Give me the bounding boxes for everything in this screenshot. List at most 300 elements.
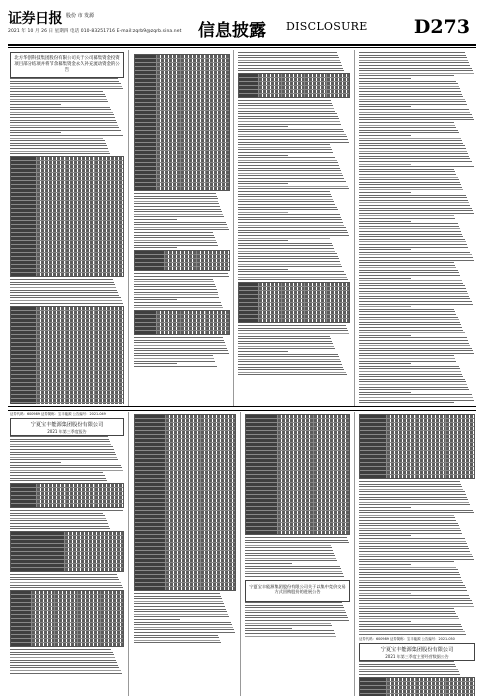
table-cell — [95, 217, 123, 220]
table-cell — [360, 459, 387, 462]
text-line — [359, 270, 458, 271]
table-cell — [11, 383, 37, 386]
table-cell — [206, 131, 229, 134]
text-line — [245, 573, 343, 574]
text-line — [359, 350, 473, 351]
table-cell — [166, 471, 201, 474]
text-line — [359, 138, 461, 139]
table-cell — [135, 431, 166, 434]
table-cell — [11, 631, 32, 634]
security-code-line: 证券代码：600989 证券简称：宝丰能源 公告编号：2021-050 — [359, 637, 455, 642]
text-line — [10, 83, 121, 84]
table-cell — [278, 527, 314, 530]
text-line — [245, 623, 331, 624]
text-line — [359, 166, 474, 167]
text-line — [245, 636, 336, 637]
text-line — [359, 543, 467, 544]
text-line — [359, 145, 465, 146]
table-cell — [65, 560, 123, 563]
table-cell — [66, 319, 95, 322]
table-cell — [101, 611, 123, 614]
table-cell — [278, 439, 314, 442]
text-line — [359, 187, 462, 188]
text-line — [359, 484, 461, 485]
table-cell — [246, 499, 278, 502]
table-cell — [95, 157, 123, 160]
table-cell — [201, 479, 235, 482]
text-line — [245, 617, 348, 618]
table-cell — [37, 351, 66, 354]
text-line — [359, 247, 468, 248]
table-cell — [95, 363, 123, 366]
text-line — [10, 135, 123, 136]
table-cell — [55, 643, 78, 646]
table-cell — [166, 511, 201, 514]
table-cell — [246, 439, 278, 442]
table-cell — [360, 451, 387, 454]
text-line — [10, 297, 121, 298]
text-line — [359, 327, 462, 328]
text-line — [245, 545, 331, 546]
table-cell — [37, 173, 66, 176]
table-cell — [11, 627, 32, 630]
table-cell — [95, 307, 123, 310]
text-line — [10, 287, 116, 288]
table-cell — [387, 443, 416, 446]
table-cell — [11, 311, 37, 314]
table-cell — [282, 86, 305, 89]
table-cell — [11, 488, 37, 491]
table-cell — [206, 147, 229, 150]
table-cell — [201, 551, 235, 554]
table-cell — [11, 197, 37, 200]
table-cell — [157, 179, 181, 182]
table-cell — [166, 435, 201, 438]
text-line — [359, 304, 473, 305]
table-cell — [95, 351, 123, 354]
table-cell — [282, 78, 305, 81]
table-cell — [66, 395, 95, 398]
text-line — [10, 673, 122, 674]
table-cell — [11, 161, 37, 164]
text-line — [245, 537, 347, 538]
text-line — [238, 232, 348, 233]
text-line — [245, 571, 342, 572]
table-cell — [135, 479, 166, 482]
table-cell — [135, 583, 166, 586]
table-cell — [157, 159, 181, 162]
table-cell — [32, 595, 55, 598]
table-cell — [32, 615, 55, 618]
text-line — [238, 121, 340, 122]
table-cell — [135, 415, 166, 418]
table-cell — [206, 115, 229, 118]
table-cell — [11, 492, 37, 495]
table-cell — [11, 607, 32, 610]
table-cell — [78, 623, 101, 626]
table-cell — [239, 74, 259, 77]
table-cell — [11, 307, 37, 310]
text-line — [238, 274, 346, 275]
table-cell — [327, 82, 349, 85]
table-cell — [95, 189, 123, 192]
table-cell — [95, 261, 123, 264]
table-cell — [201, 435, 235, 438]
table-cell — [78, 631, 101, 634]
text-line — [238, 209, 338, 210]
text-line — [359, 223, 458, 224]
table-cell — [37, 197, 66, 200]
table-cell — [66, 355, 95, 358]
table-cell — [157, 87, 181, 90]
table-cell — [135, 451, 166, 454]
table-cell — [78, 643, 101, 646]
table-cell — [278, 447, 314, 450]
table-cell — [327, 86, 349, 89]
table-cell — [135, 259, 165, 262]
text-line — [359, 392, 411, 393]
text-line — [238, 124, 341, 125]
table-cell — [314, 483, 349, 486]
table-cell — [11, 261, 37, 264]
notice-title: 北方华创科技集团股份有限公司关于公司募集资金投资项目部分结项并将节余募集资金永久补充流动资金的公告 — [14, 56, 120, 73]
table-cell — [166, 563, 201, 566]
table-cell — [181, 159, 205, 162]
table-cell — [360, 690, 387, 693]
table-cell — [157, 183, 181, 186]
table-cell — [239, 315, 259, 318]
table-cell — [165, 255, 198, 258]
text-line — [238, 111, 335, 112]
table-cell — [278, 523, 314, 526]
table-cell — [246, 451, 278, 454]
data-table — [134, 54, 230, 191]
table-cell — [95, 323, 123, 326]
text-line — [359, 132, 459, 133]
article-column-4 — [359, 52, 475, 404]
column-divider — [240, 412, 241, 696]
text-line — [134, 637, 219, 638]
table-cell — [95, 177, 123, 180]
table-cell — [206, 139, 229, 142]
table-cell — [11, 257, 37, 260]
text-line — [238, 165, 339, 166]
table-cell — [201, 523, 235, 526]
table-cell — [11, 233, 37, 236]
table-cell — [446, 471, 474, 474]
table-cell — [305, 94, 328, 97]
table-cell — [65, 552, 123, 555]
text-line — [359, 267, 456, 268]
text-line — [238, 103, 332, 104]
text-line — [359, 585, 465, 586]
table-cell — [416, 690, 445, 693]
table-cell — [37, 315, 66, 318]
table-cell — [446, 475, 474, 478]
text-line — [238, 113, 337, 114]
table-cell — [157, 167, 181, 170]
text-line — [359, 335, 411, 336]
text-line — [238, 147, 331, 148]
table-cell — [66, 233, 95, 236]
table-row — [360, 475, 474, 478]
table-cell — [78, 599, 101, 602]
table-cell — [37, 253, 66, 256]
text-line — [359, 577, 461, 578]
text-line — [359, 674, 460, 675]
text-line — [359, 515, 454, 516]
text-line — [359, 135, 411, 136]
table-cell — [32, 643, 55, 646]
text-line — [359, 538, 465, 539]
table-cell — [11, 221, 37, 224]
text-line — [245, 555, 335, 556]
table-cell — [65, 548, 123, 551]
article-body — [245, 414, 350, 577]
text-line — [359, 288, 466, 289]
text-line — [359, 215, 454, 216]
table-cell — [206, 71, 229, 74]
table-cell — [157, 59, 181, 62]
table-cell — [95, 387, 123, 390]
table-cell — [446, 467, 474, 470]
table-cell — [135, 563, 166, 566]
text-line — [10, 472, 103, 473]
table-cell — [37, 391, 66, 394]
text-line — [238, 351, 288, 352]
table-cell — [135, 487, 166, 490]
table-cell — [387, 686, 416, 689]
table-cell — [65, 564, 123, 567]
table-cell — [201, 455, 235, 458]
text-line — [134, 273, 228, 274]
table-cell — [387, 690, 416, 693]
table-cell — [11, 343, 37, 346]
table-cell — [239, 94, 259, 97]
table-cell — [135, 467, 166, 470]
table-cell — [206, 327, 229, 330]
report-subtitle: 2021 年第三季度报告 — [47, 429, 87, 434]
table-cell — [157, 143, 181, 146]
table-cell — [206, 183, 229, 186]
table-cell — [360, 423, 387, 426]
table-cell — [135, 139, 157, 142]
table-cell — [166, 491, 201, 494]
table-cell — [37, 185, 66, 188]
table-cell — [278, 503, 314, 506]
table-cell — [55, 591, 78, 594]
table-cell — [95, 269, 123, 272]
text-line — [238, 57, 339, 58]
text-line — [359, 280, 462, 281]
text-line — [359, 101, 466, 102]
table-cell — [327, 283, 349, 286]
table-cell — [11, 556, 65, 559]
table-cell — [206, 163, 229, 166]
table-cell — [11, 615, 32, 618]
column-divider — [128, 412, 129, 696]
table-cell — [246, 467, 278, 470]
table-cell — [157, 151, 181, 154]
table-row — [239, 319, 349, 322]
table-cell — [11, 359, 37, 362]
table-cell — [327, 287, 349, 290]
table-cell — [259, 319, 282, 322]
table-cell — [166, 423, 201, 426]
table-cell — [314, 519, 349, 522]
table-cell — [181, 67, 205, 70]
table-cell — [37, 181, 66, 184]
text-line — [238, 271, 344, 272]
text-line — [10, 148, 108, 149]
table-cell — [278, 499, 314, 502]
text-line — [10, 96, 106, 97]
text-line — [359, 231, 461, 232]
text-line — [238, 178, 344, 179]
table-cell — [181, 63, 205, 66]
table-cell — [135, 331, 157, 334]
text-line — [238, 240, 288, 241]
table-cell — [78, 595, 101, 598]
table-cell — [239, 78, 259, 81]
table-cell — [11, 177, 37, 180]
text-line — [359, 371, 461, 372]
table-cell — [387, 471, 416, 474]
quarterly-report-column — [10, 412, 124, 696]
table-cell — [259, 94, 282, 97]
report-company: 宁夏宝丰能源集团股份有限公司 — [30, 422, 104, 428]
table-cell — [314, 427, 349, 430]
table-cell — [314, 431, 349, 434]
table-cell — [95, 197, 123, 200]
text-line — [134, 342, 225, 343]
table-cell — [95, 504, 123, 507]
text-line — [238, 155, 288, 156]
table-cell — [37, 492, 66, 495]
table-cell — [416, 678, 445, 681]
table-cell — [37, 355, 66, 358]
column-divider — [128, 50, 129, 406]
masthead-rule — [8, 44, 476, 46]
table-cell — [181, 91, 205, 94]
table-cell — [239, 311, 259, 314]
table-cell — [181, 127, 205, 130]
text-line — [134, 240, 216, 241]
text-line — [238, 214, 340, 215]
text-line — [238, 149, 332, 150]
table-cell — [135, 435, 166, 438]
table-cell — [166, 515, 201, 518]
table-cell — [278, 467, 314, 470]
table-cell — [95, 213, 123, 216]
text-line — [10, 523, 108, 524]
buyback-notice-title: 宁夏宝丰能源集团股份有限公司关于以集中竞价交易方式回购股份的进展公告 — [249, 583, 346, 595]
table-cell — [206, 83, 229, 86]
text-line — [359, 148, 466, 149]
table-cell — [246, 503, 278, 506]
table-cell — [135, 187, 157, 190]
text-line — [238, 346, 334, 347]
text-line — [10, 667, 119, 668]
text-line — [134, 196, 217, 197]
table-cell — [446, 686, 474, 689]
text-line — [359, 616, 458, 617]
table-cell — [166, 479, 201, 482]
text-line — [245, 625, 332, 626]
table-cell — [201, 463, 235, 466]
table-cell — [135, 75, 157, 78]
table-cell — [166, 499, 201, 502]
text-line — [134, 201, 218, 202]
table-cell — [11, 619, 32, 622]
table-cell — [157, 319, 181, 322]
section-title-english: DISCLOSURE — [286, 20, 368, 33]
table-cell — [246, 471, 278, 474]
table-cell — [11, 643, 32, 646]
text-line — [359, 177, 458, 178]
table-cell — [66, 269, 95, 272]
dateline: 2021 年 10 月 26 日 星期四 电话 010-83251716 E-mail:zqrb9@zqrb.sina.net — [8, 29, 182, 34]
table-cell — [101, 639, 123, 642]
table-cell — [282, 291, 305, 294]
table-cell — [278, 479, 314, 482]
table-cell — [360, 439, 387, 442]
text-line — [10, 649, 111, 650]
text-line — [359, 262, 454, 263]
table-cell — [387, 678, 416, 681]
text-line — [238, 134, 346, 135]
table-cell — [305, 283, 328, 286]
text-line — [10, 143, 106, 144]
text-line — [238, 188, 349, 189]
table-cell — [201, 583, 235, 586]
table-cell — [239, 86, 259, 89]
text-line — [238, 144, 330, 145]
table-cell — [201, 471, 235, 474]
table-cell — [239, 295, 259, 298]
table-cell — [239, 291, 259, 294]
text-line — [10, 457, 117, 458]
table-cell — [197, 267, 229, 270]
table-cell — [78, 611, 101, 614]
text-line — [359, 634, 466, 635]
table-cell — [135, 91, 157, 94]
table-cell — [278, 435, 314, 438]
table-cell — [11, 399, 37, 402]
table-cell — [278, 471, 314, 474]
table-cell — [201, 503, 235, 506]
table-cell — [157, 139, 181, 142]
text-line — [359, 127, 456, 128]
table-cell — [11, 253, 37, 256]
table-cell — [37, 484, 66, 487]
table-cell — [157, 175, 181, 178]
table-cell — [446, 447, 474, 450]
table-cell — [201, 467, 235, 470]
text-line — [359, 130, 458, 131]
table-cell — [95, 273, 123, 276]
text-line — [134, 598, 222, 599]
table-cell — [37, 347, 66, 350]
table-cell — [157, 115, 181, 118]
table-cell — [360, 686, 387, 689]
text-line — [238, 136, 347, 137]
table-cell — [11, 237, 37, 240]
table-cell — [101, 615, 123, 618]
text-line — [238, 194, 331, 195]
table-cell — [278, 455, 314, 458]
table-cell — [95, 315, 123, 318]
